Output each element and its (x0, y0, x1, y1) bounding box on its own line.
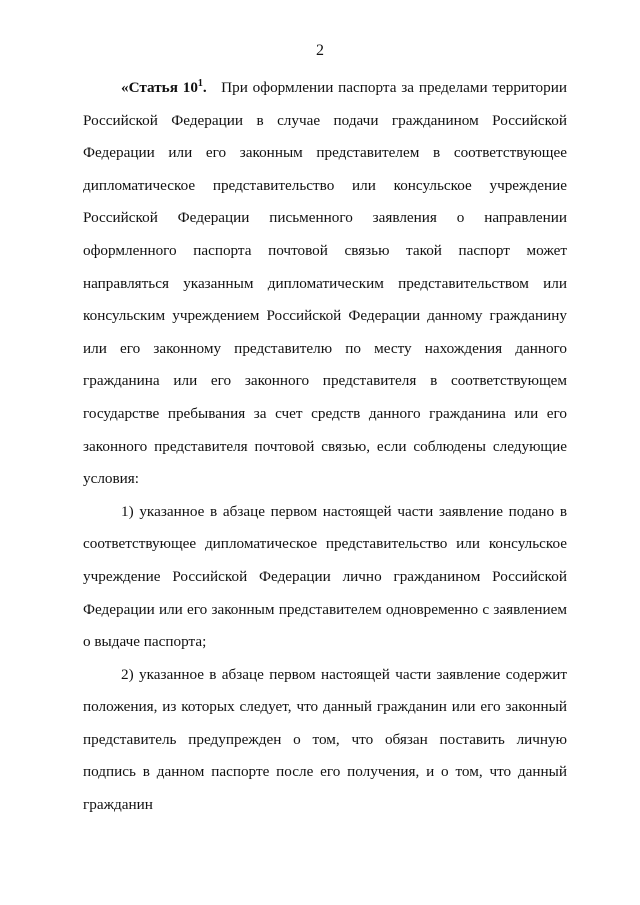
article-heading (121, 79, 207, 96)
page-number: 2 (316, 42, 324, 59)
article-heading-label: Статья 10 (128, 79, 198, 96)
document-body (83, 72, 567, 822)
condition-2-paragraph: 2) указанное в абзаце первом настоящей части заявление содержит положения, из которых следует, что данный гражданин или его законный представитель предупрежден о том, что обязан поставить личную подпись в данном паспорте после его получения, и о том, что данный гражданин (83, 665, 567, 814)
article-paragraph (83, 72, 567, 496)
condition-1-paragraph: 1) указанное в абзаце первом настоящей части заявление подано в соответствующее дипломатическое представительство или консульское учреждение Российской Федерации лично гражданином Российской Федерации или его законным представителем одновременно с заявлением о выдаче паспорта; (83, 502, 567, 651)
opening-quote: « (121, 79, 129, 96)
article-heading-dot: . (202, 79, 207, 96)
article-intro-text: При оформлении паспорта за пределами территории Российской Федерации в случае подачи гражданином Российской Федерации или его законным представителем в соответствующее дипломатическое представительство или консульское учреждение Российской Федерации письменного заявления о направлении оформленного паспорта почтовой связью такой паспорт может направляться указанным дипломатическим представительством или консульским учреждением Российской Федерации данному гражданину или его законному представителю по месту нахождения данного гражданина или его законного представителя в соответствующем государстве пребывания за счет средств данного гражданина или его законного представителя почтовой связью, если соблюдены следующие условия: (83, 79, 567, 488)
article-heading-superscript: 1 (197, 77, 203, 89)
